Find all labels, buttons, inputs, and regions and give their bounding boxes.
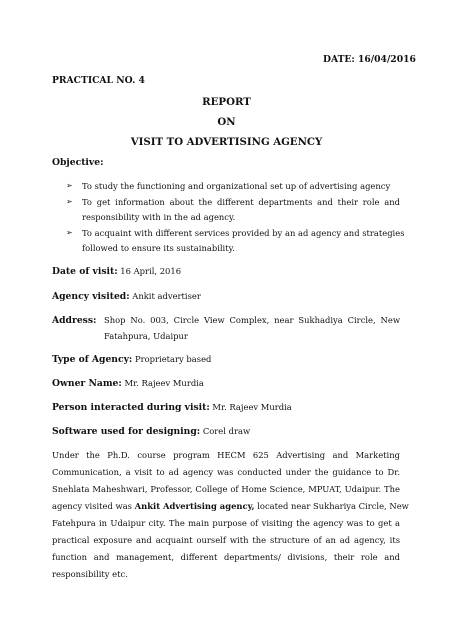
agency-visited-field <box>52 291 201 302</box>
objective-item: To study the functioning and organizational set up of advertising agency <box>82 181 391 191</box>
objective-item: To get information about the different departments and their role and <box>82 197 400 207</box>
person-interacted-field <box>52 402 292 413</box>
paragraph-line: function and management, different departments/ divisions, their role and <box>52 552 400 562</box>
software-value: Corel draw <box>202 426 251 436</box>
objective-item-continued: responsibility with in the ad agency. <box>82 212 236 222</box>
bullet-arrow-icon: ➢ <box>66 197 73 206</box>
title-report: REPORT <box>202 96 251 108</box>
agency-name-bold: Ankit Advertising agency, <box>134 501 255 511</box>
paragraph-text: agency visited was <box>52 501 135 511</box>
paragraph-line: Snehlata Maheshwari, Professor, College of Home Science, MPUAT, Udaipur. The <box>52 484 400 494</box>
title-on: ON <box>217 116 236 128</box>
owner-name-field <box>52 378 204 389</box>
owner-name-value: Mr. Rajeev Murdia <box>124 378 204 388</box>
date-of-visit-value: 16 April, 2016 <box>120 266 182 276</box>
title-visit: VISIT TO ADVERTISING AGENCY <box>130 136 323 148</box>
paragraph-line: practical exposure and acquaint ourself with the structure of an ad agency, its <box>52 535 400 545</box>
address-value-line1: Shop No. 003, Circle View Complex, near Sukhadiya Circle, New <box>104 315 400 325</box>
agency-type-field <box>52 354 211 365</box>
agency-visited-label: Agency visited: <box>52 291 130 302</box>
paragraph-line: Communication, a visit to ad agency was conducted under the guidance to Dr. <box>52 467 400 477</box>
objective-item-continued: followed to ensure its sustainability. <box>82 243 235 253</box>
objective-item: To acquaint with different services provided by an ad agency and strategies <box>82 228 405 238</box>
agency-visited-value: Ankit advertiser <box>132 291 201 301</box>
date-of-visit-field <box>52 266 181 277</box>
paragraph-text: located near Sukhariya Circle, New <box>254 501 409 511</box>
practical-number: PRACTICAL NO. 4 <box>52 75 145 86</box>
agency-type-label: Type of Agency: <box>52 354 133 365</box>
owner-name-label: Owner Name: <box>52 378 122 389</box>
person-interacted-label: Person interacted during visit: <box>52 402 210 413</box>
address-label: Address: <box>52 315 97 326</box>
bullet-arrow-icon: ➢ <box>66 181 73 190</box>
agency-type-value: Proprietary based <box>135 354 212 364</box>
date-of-visit-label: Date of visit: <box>52 266 118 277</box>
person-interacted-value: Mr. Rajeev Murdia <box>212 402 292 412</box>
bullet-arrow-icon: ➢ <box>66 228 73 237</box>
paragraph-line <box>52 501 409 511</box>
report-date: DATE: 16/04/2016 <box>323 54 416 65</box>
address-value-line2: Fatahpura, Udaipur <box>104 331 188 341</box>
paragraph-line: responsibility etc. <box>52 569 128 579</box>
objective-heading: Objective: <box>52 157 104 168</box>
paragraph-line: Fatehpura in Udaipur city. The main purpose of visiting the agency was to get a <box>52 518 400 528</box>
paragraph-line: Under the Ph.D. course program HECM 625 Advertising and Marketing <box>52 450 400 460</box>
software-label: Software used for designing: <box>52 426 201 437</box>
software-field <box>52 426 250 437</box>
address-label-wrap <box>52 315 96 326</box>
